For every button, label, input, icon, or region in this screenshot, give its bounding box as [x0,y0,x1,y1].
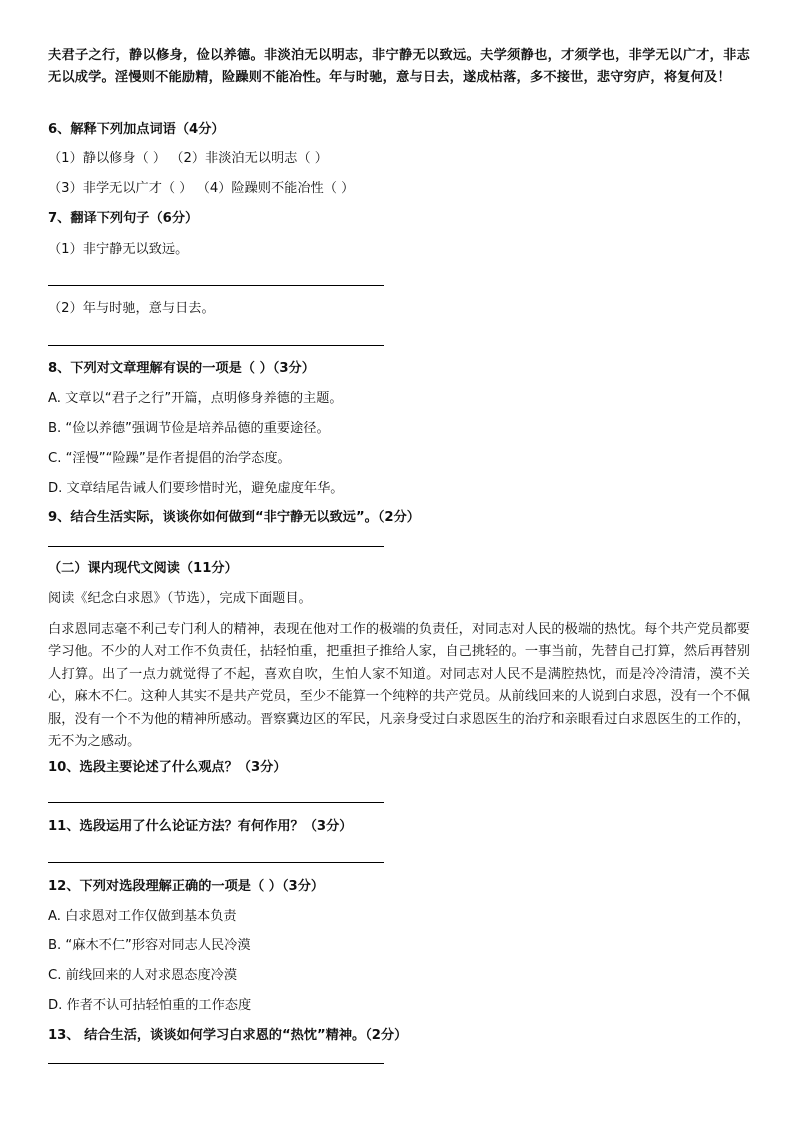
question-12-option-d: D. 作者不认可拈轻怕重的工作态度 [48,998,252,1013]
question-6-row-1: （1）静以修身（ ） （2）非淡泊无以明志（ ） [48,151,328,166]
question-8-option-c: C. “淫慢”“险躁”是作者提倡的治学态度。 [48,451,291,466]
question-7-item-2: （2）年与时驰，意与日去。 [48,301,215,316]
question-8-title: 8、下列对文章理解有误的一项是（ ）（3分） [48,361,315,376]
section-2-intro: 阅读《纪念白求恩》（节选），完成下面题目。 [48,591,312,606]
question-7-item-1: （1）非宁静无以致远。 [48,242,189,257]
answer-line[interactable] [48,862,384,863]
answer-line[interactable] [48,1063,384,1064]
question-7-title: 7、翻译下列句子（6分） [48,211,199,226]
question-12-option-b: B. “麻木不仁”形容对同志人民冷漠 [48,938,251,953]
question-10-title: 10、选段主要论述了什么观点？（3分） [48,760,287,775]
question-6-row-2: （3）非学无以广才（ ） （4）险躁则不能冶性（ ） [48,181,355,196]
answer-line[interactable] [48,345,384,346]
section-2-heading: （二）课内现代文阅读（11分） [48,561,238,576]
classical-passage: 夫君子之行，静以修身，俭以养德。非淡泊无以明志，非宁静无以致远。夫学须静也，才须学也，非学无以广才，非志无以成学。淫慢则不能励精，险躁则不能冶性。年与时驰，意与日去，遂成枯落，多不接世，悲守穷庐，将复何及！ [48,48,750,86]
question-9-title: 9、结合生活实际，谈谈你如何做到“非宁静无以致远”。（2分） [48,510,420,525]
question-13-title: 13、 结合生活，谈谈如何学习白求恩的“热忱”精神。（2分） [48,1028,408,1043]
answer-line[interactable] [48,802,384,803]
question-6-title: 6、解释下列加点词语（4分） [48,122,225,137]
modern-passage: 白求恩同志毫不利己专门利人的精神，表现在他对工作的极端的负责任，对同志对人民的极端的热忱。每个共产党员都要学习他。不少的人对工作不负责任，拈轻怕重，把重担子推给人家，自己挑轻的。一事当前，先替自己打算，然后再替别人打算。出了一点力就觉得了不起，喜欢自吹，生怕人家不知道。对同志对人民不是满腔热忱，而是冷冷清清，漠不关心，麻木不仁。这种人其实不是共产党员，至少不能算一个纯粹的共产党员。从前线回来的人说到白求恩，没有一个不佩服，没有一个不为他的精神所感动。晋察冀边区的军民，凡亲身受过白求恩医生的治疗和亲眼看过白求恩医生的工作的，无不为之感动。 [48,622,750,750]
question-12-option-a: A. 白求恩对工作仅做到基本负责 [48,909,237,924]
question-12-option-c: C. 前线回来的人对求恩态度冷漠 [48,968,238,983]
question-8-option-a: A. 文章以“君子之行”开篇，点明修身养德的主题。 [48,391,343,406]
question-11-title: 11、选段运用了什么论证方法？有何作用？（3分） [48,819,353,834]
question-12-title: 12、下列对选段理解正确的一项是（ ）（3分） [48,879,325,894]
answer-line[interactable] [48,285,384,286]
question-8-option-d: D. 文章结尾告诫人们要珍惜时光，避免虚度年华。 [48,481,344,496]
question-8-option-b: B. “俭以养德”强调节俭是培养品德的重要途径。 [48,421,330,436]
answer-line[interactable] [48,546,384,547]
